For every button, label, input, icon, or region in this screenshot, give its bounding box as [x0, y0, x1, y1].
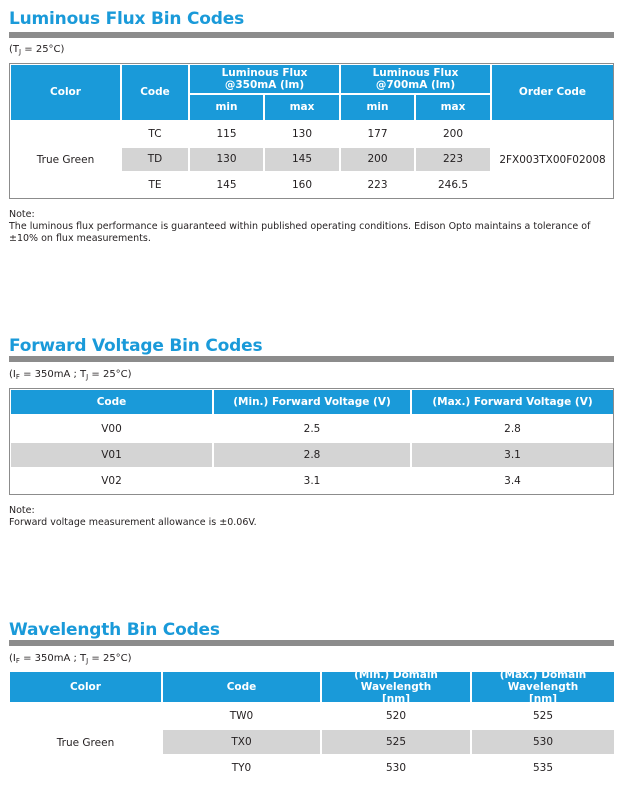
wavelength-row-min: 525 [322, 730, 470, 754]
flux-title-rule [9, 32, 614, 38]
flux-row-min700: 223 [367, 179, 388, 192]
voltage-row-code: V01 [11, 443, 212, 467]
flux-header-max-700: max [416, 95, 490, 120]
flux-header-color: Color [11, 65, 120, 120]
voltage-row-max: 3.4 [504, 475, 521, 488]
voltage-row-min: 2.5 [303, 422, 321, 435]
flux-note [9, 209, 619, 245]
flux-row-min350: 145 [216, 179, 237, 192]
flux-note-text: The luminous flux performance is guaranteed within published operating conditions. Edison Opto maintains a tolerance of ±10% on flux measurements. [9, 221, 591, 244]
wavelength-section-title: Wavelength Bin Codes [9, 620, 220, 640]
flux-color-cell: True Green [36, 153, 95, 166]
wavelength-header-color: Color [10, 672, 161, 702]
flux-header-min-700: min [341, 95, 414, 120]
wavelength-header-min: (Min.) Domain Wavelength [nm] [322, 672, 470, 702]
flux-section-title: Luminous Flux Bin Codes [9, 9, 245, 29]
voltage-condition: ($I_F = 350mA$ ; $T_J = 25^\circ C$) [9, 369, 132, 381]
wavelength-row-code: TW0 [229, 709, 254, 722]
flux-header-order-code: Order Code [492, 65, 613, 120]
voltage-note-label: Note: [9, 505, 35, 516]
flux-row-code: TD [122, 148, 188, 171]
flux-row-min700: 200 [341, 148, 414, 171]
flux-row-max350: 130 [291, 127, 313, 140]
wavelength-title-rule [9, 640, 614, 646]
wavelength-row-max: 535 [532, 761, 554, 774]
flux-row-max700: 223 [416, 148, 490, 171]
voltage-row-max: 3.1 [412, 443, 613, 467]
wavelength-color-cell: True Green [56, 736, 115, 749]
wavelength-row-max: 525 [532, 709, 554, 722]
voltage-row-min: 2.8 [214, 443, 410, 467]
wavelength-row-min: 530 [385, 761, 407, 774]
voltage-section-title: Forward Voltage Bin Codes [9, 336, 263, 356]
flux-row-max700: 246.5 [437, 179, 469, 192]
voltage-title-rule [9, 356, 614, 362]
wavelength-table [9, 668, 614, 783]
wavelength-row-min: 520 [385, 709, 407, 722]
flux-row-code: TE [148, 179, 162, 192]
voltage-row-min: 3.1 [303, 475, 321, 488]
flux-header-max-350: max [265, 95, 339, 120]
flux-header-700: Luminous Flux @700mA (lm) [341, 65, 490, 93]
flux-note-label: Note: [9, 209, 35, 220]
voltage-table [9, 388, 614, 495]
flux-header-min-350: min [190, 95, 263, 120]
wavelength-row-code: TX0 [163, 730, 320, 754]
wavelength-header-max: (Max.) Domain Wavelength [nm] [472, 672, 614, 702]
flux-row-min700: 177 [367, 127, 388, 140]
flux-row-max700: 200 [442, 127, 464, 140]
flux-row-max350: 145 [265, 148, 339, 171]
wavelength-row-max: 530 [472, 730, 614, 754]
voltage-note [9, 505, 619, 529]
wavelength-condition: ($I_F = 350mA$ ; $T_J = 25^\circ C$) [9, 653, 132, 665]
voltage-row-max: 2.8 [504, 422, 521, 435]
voltage-row-code: V00 [101, 422, 122, 435]
flux-table [9, 63, 614, 199]
flux-row-min350: 115 [216, 127, 237, 140]
wavelength-row-code: TY0 [231, 761, 252, 774]
voltage-row-code: V02 [101, 475, 122, 488]
flux-condition: $(T_J = 25^\circ C)$ [9, 44, 65, 56]
wavelength-header-code: Code [163, 672, 320, 702]
voltage-note-text: Forward voltage measurement allowance is ±0.06V. [9, 517, 257, 528]
voltage-header-code: Code [11, 390, 212, 414]
voltage-header-max: (Max.) Forward Voltage (V) [412, 390, 613, 414]
flux-row-code: TC [148, 127, 162, 140]
flux-header-code: Code [122, 65, 188, 120]
voltage-header-min: (Min.) Forward Voltage (V) [214, 390, 410, 414]
flux-header-350: Luminous Flux @350mA (lm) [190, 65, 339, 93]
flux-order-code-cell: 2FX003TX00F02008 [499, 153, 606, 166]
flux-row-min350: 130 [190, 148, 263, 171]
flux-row-max350: 160 [291, 179, 313, 192]
